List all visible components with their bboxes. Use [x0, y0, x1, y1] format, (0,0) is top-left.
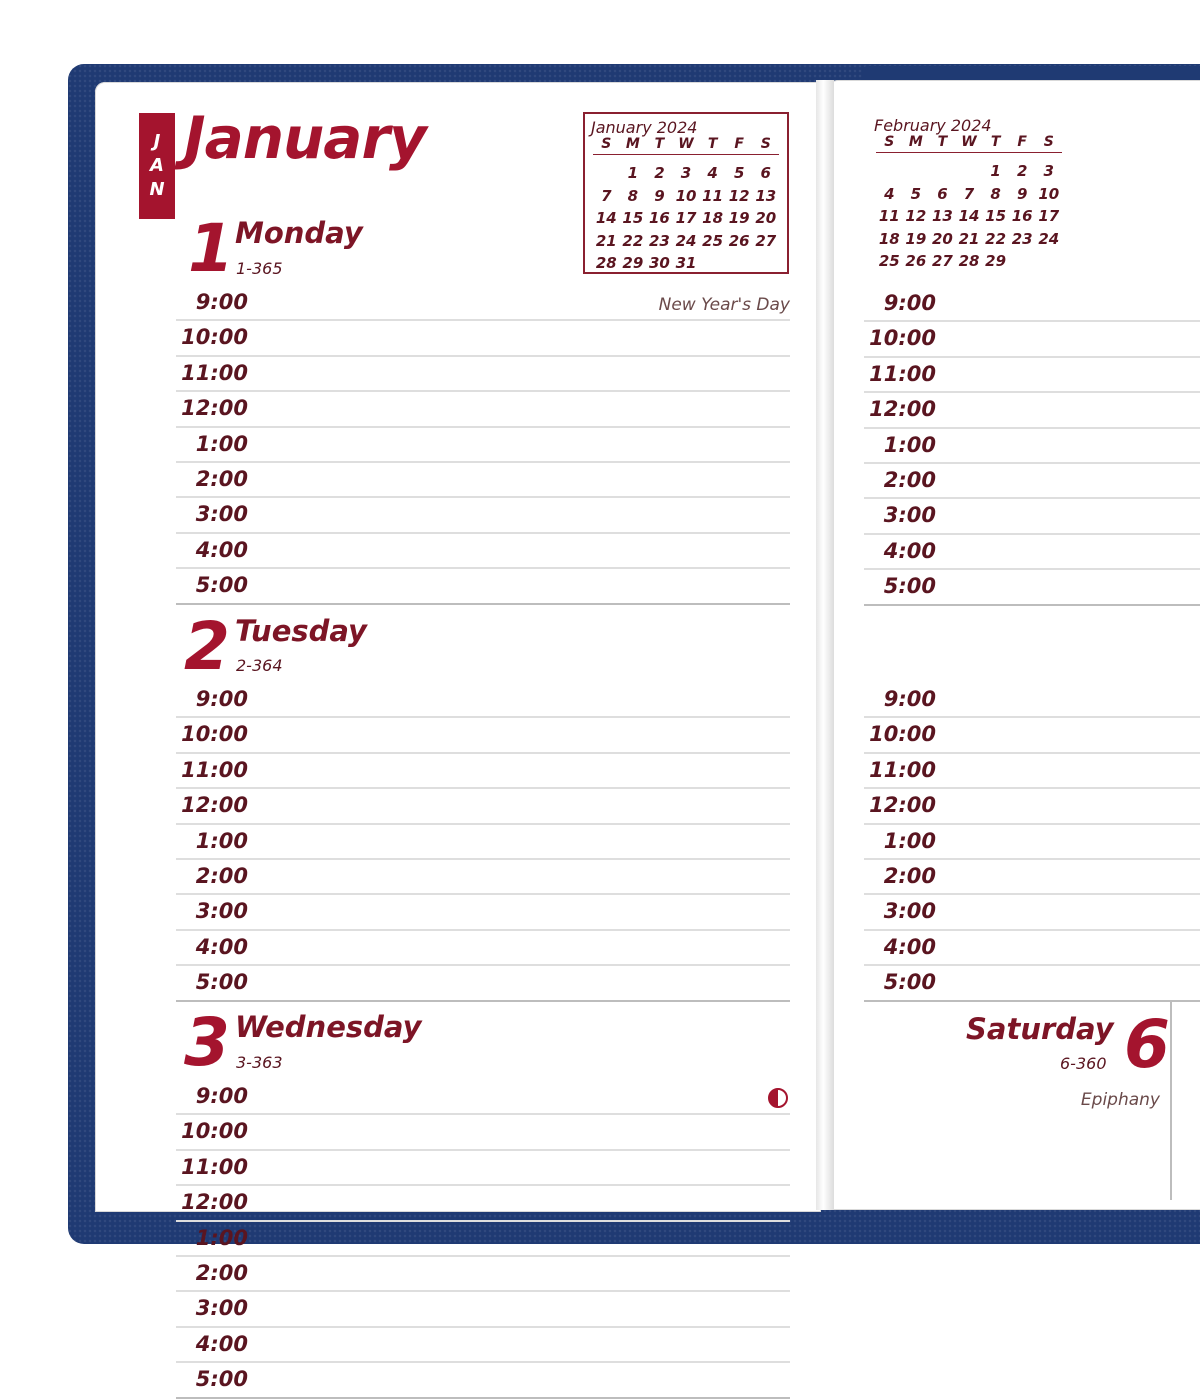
mini-calendar-date: 16	[649, 209, 670, 227]
mini-calendar-date: 28	[958, 252, 980, 270]
mini-calendar-date	[593, 162, 620, 185]
mini-calendar-week	[593, 162, 779, 185]
mini-calendar-date: 17	[675, 209, 697, 227]
hour-slot[interactable]	[176, 392, 790, 427]
mini-calendar-date	[929, 160, 956, 183]
mini-calendar-date: 4	[884, 184, 895, 203]
hour-label: 5:00	[883, 970, 936, 995]
hour-slot[interactable]	[864, 358, 1200, 393]
mini-calendar-date: 2	[1016, 162, 1028, 180]
hour-slot[interactable]	[176, 463, 790, 498]
mini-calendar-date	[726, 252, 753, 275]
hour-slot[interactable]	[864, 683, 1200, 718]
hour-slot[interactable]	[176, 754, 790, 789]
mini-calendar-date: 29	[985, 252, 1007, 270]
holiday-label: New Year's Day	[658, 295, 790, 315]
hour-label: 10:00	[181, 722, 248, 747]
month-tab	[139, 113, 175, 219]
mini-calendar-date: 15	[622, 209, 644, 227]
mini-calendar-date	[1009, 250, 1036, 273]
hour-slot[interactable]	[176, 966, 790, 1001]
holiday-label: Epiphany	[1080, 1090, 1160, 1110]
mini-calendar-date: 5	[910, 184, 922, 203]
hour-slot[interactable]	[176, 1080, 790, 1115]
hour-slot[interactable]	[176, 718, 790, 753]
mini-calendar-date: 28	[595, 254, 617, 272]
hour-label: 4:00	[195, 934, 248, 959]
mini-calendar-date: 9	[1016, 184, 1028, 203]
mini-calendar-date: 25	[878, 252, 900, 270]
weekday-label: S	[760, 136, 771, 152]
weekday-label: W	[678, 136, 694, 152]
hour-label: 3:00	[195, 899, 248, 924]
mini-calendar-date: 4	[707, 164, 718, 182]
mini-calendar-week	[876, 250, 1062, 273]
mini-calendar-date: 6	[760, 164, 771, 182]
mini-calendar-weekdays	[876, 134, 1062, 153]
mini-calendar-date: 11	[702, 186, 724, 205]
weekday-label: T	[707, 136, 718, 152]
hour-label: 9:00	[883, 291, 936, 315]
hour-label: 3:00	[195, 502, 248, 527]
hour-slot[interactable]	[864, 966, 1200, 1001]
day-number: 3	[184, 1004, 230, 1081]
mini-calendar-date: 16	[1011, 207, 1033, 225]
mini-calendar-date: 25	[702, 231, 724, 250]
mini-calendar-date	[699, 252, 726, 275]
hour-label: 10:00	[181, 1119, 248, 1144]
hour-label: 11:00	[869, 757, 936, 782]
hour-label: 11:00	[181, 757, 248, 782]
page-spine	[816, 80, 834, 1210]
hour-slot[interactable]	[176, 1186, 790, 1221]
hour-slot[interactable]	[176, 1222, 790, 1257]
mini-calendar-week	[876, 228, 1062, 251]
hour-label: 10:00	[869, 326, 936, 351]
hour-slot[interactable]	[864, 754, 1200, 789]
mini-calendar-date: 22	[985, 229, 1007, 248]
mini-calendar-date: 8	[990, 184, 1001, 203]
mini-calendar-date: 12	[905, 207, 927, 225]
hour-slot[interactable]	[176, 534, 790, 569]
mini-calendar-date: 18	[702, 209, 724, 227]
hour-slot[interactable]	[176, 931, 790, 966]
day-count: 1-365	[236, 259, 283, 278]
hour-slot[interactable]	[176, 321, 790, 356]
hour-label: 9:00	[195, 1084, 248, 1108]
weekday-label: S	[1043, 134, 1054, 150]
mini-calendar-week	[593, 185, 779, 208]
hour-label: 2:00	[195, 467, 248, 491]
hour-slot[interactable]	[864, 393, 1200, 428]
hour-label: 12:00	[181, 1190, 248, 1215]
mini-calendar-date: 18	[878, 229, 900, 248]
mini-calendar-date: 27	[755, 231, 777, 250]
hour-label: 9:00	[883, 687, 936, 711]
mini-calendar-date: 23	[649, 231, 670, 250]
mini-calendar-week	[876, 183, 1062, 206]
hour-slot[interactable]	[864, 287, 1200, 322]
weekday-label: T	[654, 136, 665, 152]
hour-label: 5:00	[195, 970, 248, 995]
weekday-label: W	[961, 134, 977, 150]
mini-calendar-date	[956, 160, 983, 183]
day-number: 6	[1124, 1006, 1170, 1083]
weekday-label: S	[601, 136, 612, 152]
hour-label: 5:00	[195, 1367, 248, 1392]
mini-calendar-date: 11	[878, 207, 900, 225]
hour-label: 11:00	[181, 1154, 248, 1179]
hour-label: 12:00	[181, 793, 248, 818]
hour-slot[interactable]	[864, 825, 1200, 860]
mini-calendar-date: 13	[932, 207, 953, 225]
hour-slot[interactable]	[176, 1292, 790, 1327]
mini-calendar-week	[593, 252, 779, 275]
mini-calendar-date: 31	[675, 254, 697, 272]
mini-calendar-date	[903, 160, 930, 183]
hour-slot[interactable]	[176, 286, 790, 321]
hour-label: 3:00	[195, 1296, 248, 1321]
hour-label: 4:00	[195, 1331, 248, 1356]
day-name: Monday	[235, 216, 363, 250]
mini-calendar-date: 9	[654, 186, 665, 205]
hour-label: 2:00	[883, 468, 936, 492]
hour-slot[interactable]	[864, 535, 1200, 570]
mini-calendar-date: 24	[675, 231, 697, 250]
mini-calendar-january	[583, 112, 789, 274]
column-divider	[1170, 1002, 1172, 1200]
hour-slot[interactable]	[176, 789, 790, 824]
weekday-label: M	[625, 136, 640, 152]
hour-label: 2:00	[883, 864, 936, 888]
day-number: 2	[184, 608, 230, 685]
mini-calendar-date: 7	[601, 186, 612, 205]
month-tab-letter: N	[149, 179, 165, 200]
hour-label: 2:00	[195, 864, 248, 888]
mini-calendar-date: 19	[905, 229, 927, 248]
hour-slot[interactable]	[864, 895, 1200, 930]
hour-slot[interactable]	[864, 860, 1200, 895]
mini-calendar-date: 13	[755, 186, 777, 205]
mini-calendar-week	[876, 205, 1062, 228]
mini-calendar-date: 2	[654, 164, 665, 182]
hour-label: 12:00	[869, 397, 936, 422]
planner-cover-edge	[862, 66, 1200, 80]
hour-slot[interactable]	[864, 931, 1200, 966]
hour-label: 1:00	[883, 432, 936, 457]
hour-slot[interactable]	[864, 570, 1200, 605]
mini-calendar-date: 15	[985, 207, 1007, 225]
mini-calendar-date: 26	[728, 231, 750, 250]
hour-label: 11:00	[181, 360, 248, 385]
hour-slot[interactable]	[176, 683, 790, 718]
hour-slot[interactable]	[176, 860, 790, 895]
hour-label: 12:00	[181, 396, 248, 421]
hour-slot[interactable]	[176, 428, 790, 463]
hour-label: 5:00	[195, 573, 248, 598]
day-count: 6-360	[1060, 1054, 1107, 1073]
weekday-label: T	[937, 134, 948, 150]
hour-slot[interactable]	[176, 825, 790, 860]
month-tab-letter: A	[150, 155, 164, 176]
hour-label: 1:00	[195, 828, 248, 853]
mini-calendar-week	[593, 230, 779, 253]
hour-label: 11:00	[869, 361, 936, 386]
hour-slot[interactable]	[176, 1363, 790, 1398]
mini-calendar-date	[1035, 250, 1062, 273]
mini-calendar-week	[593, 207, 779, 230]
weekday-label: F	[1017, 134, 1027, 150]
mini-calendar-date	[752, 252, 779, 275]
mini-calendar-date: 8	[627, 186, 639, 205]
hour-label: 10:00	[869, 722, 936, 747]
hour-label: 9:00	[195, 687, 248, 711]
hour-slot[interactable]	[864, 429, 1200, 464]
hour-label: 4:00	[195, 537, 248, 562]
mini-calendar-date: 20	[932, 229, 953, 248]
mini-calendar-date: 30	[649, 254, 670, 272]
mini-calendar-date: 24	[1038, 229, 1060, 248]
mini-calendar-date	[876, 160, 903, 183]
mini-calendar-date: 3	[1043, 162, 1054, 180]
mini-calendar-date: 5	[733, 164, 745, 182]
month-tab-letter: J	[153, 131, 161, 152]
day-number: 1	[188, 210, 234, 287]
hour-slot[interactable]	[176, 1328, 790, 1363]
weekday-label: S	[884, 134, 895, 150]
hour-slot[interactable]	[176, 569, 790, 604]
hour-label: 4:00	[883, 934, 936, 959]
hour-slot[interactable]	[176, 357, 790, 392]
mini-calendar-date: 29	[622, 254, 644, 272]
mini-calendar-title: February 2024	[874, 116, 992, 135]
hour-label: 5:00	[883, 574, 936, 599]
mini-calendar-date: 26	[905, 252, 927, 270]
hour-label: 1:00	[195, 431, 248, 456]
hour-label: 10:00	[181, 325, 248, 350]
hour-slot[interactable]	[864, 499, 1200, 534]
hour-label: 1:00	[195, 1225, 248, 1250]
hour-label: 12:00	[869, 793, 936, 818]
mini-calendar-date: 20	[755, 209, 777, 227]
hour-label: 9:00	[195, 290, 248, 314]
mini-calendar-date: 17	[1038, 207, 1060, 225]
mini-calendar-date: 12	[728, 186, 750, 205]
day-name: Tuesday	[235, 614, 367, 648]
day-name: Wednesday	[235, 1010, 422, 1044]
hour-slot[interactable]	[864, 718, 1200, 753]
day-count: 3-363	[236, 1053, 283, 1072]
hour-label: 1:00	[883, 828, 936, 853]
mini-calendar-date: 3	[680, 164, 692, 182]
mini-calendar-date: 1	[990, 162, 1001, 180]
hour-label: 3:00	[883, 503, 936, 528]
mini-calendar-week	[876, 160, 1062, 183]
hour-label: 3:00	[883, 899, 936, 924]
mini-calendar-date: 21	[958, 229, 980, 248]
mini-calendar-title: January 2024	[591, 118, 698, 137]
weekday-label: M	[908, 134, 923, 150]
hour-slot[interactable]	[864, 464, 1200, 499]
mini-calendar-date: 1	[627, 164, 639, 182]
mini-calendar-date: 7	[963, 184, 975, 203]
mini-calendar-date: 23	[1011, 229, 1033, 248]
mini-calendar-date: 6	[937, 184, 948, 203]
weekday-label: T	[990, 134, 1001, 150]
mini-calendar-weekdays	[593, 136, 779, 155]
hour-slot[interactable]	[176, 895, 790, 930]
hour-slot[interactable]	[176, 1115, 790, 1150]
mini-calendar-date: 22	[622, 231, 644, 250]
mini-calendar-date: 14	[595, 209, 617, 227]
month-title: January	[184, 104, 426, 172]
hour-slot[interactable]	[864, 322, 1200, 357]
hour-slot[interactable]	[176, 1151, 790, 1186]
mini-calendar-date: 10	[1038, 184, 1060, 203]
hour-slot[interactable]	[176, 1257, 790, 1292]
hour-slot[interactable]	[864, 789, 1200, 824]
mini-calendar-date: 21	[595, 231, 617, 250]
mini-calendar-date: 10	[675, 186, 697, 205]
weekday-label: F	[734, 136, 744, 152]
mini-calendar-date: 27	[932, 252, 953, 270]
mini-calendar-date: 14	[958, 207, 980, 225]
hour-slot[interactable]	[176, 498, 790, 533]
day-name: Saturday	[966, 1012, 1114, 1046]
hour-label: 2:00	[195, 1261, 248, 1285]
hour-label: 4:00	[883, 538, 936, 563]
mini-calendar-date: 19	[728, 209, 750, 227]
mini-calendar-february	[868, 112, 1068, 274]
day-count: 2-364	[236, 656, 283, 675]
